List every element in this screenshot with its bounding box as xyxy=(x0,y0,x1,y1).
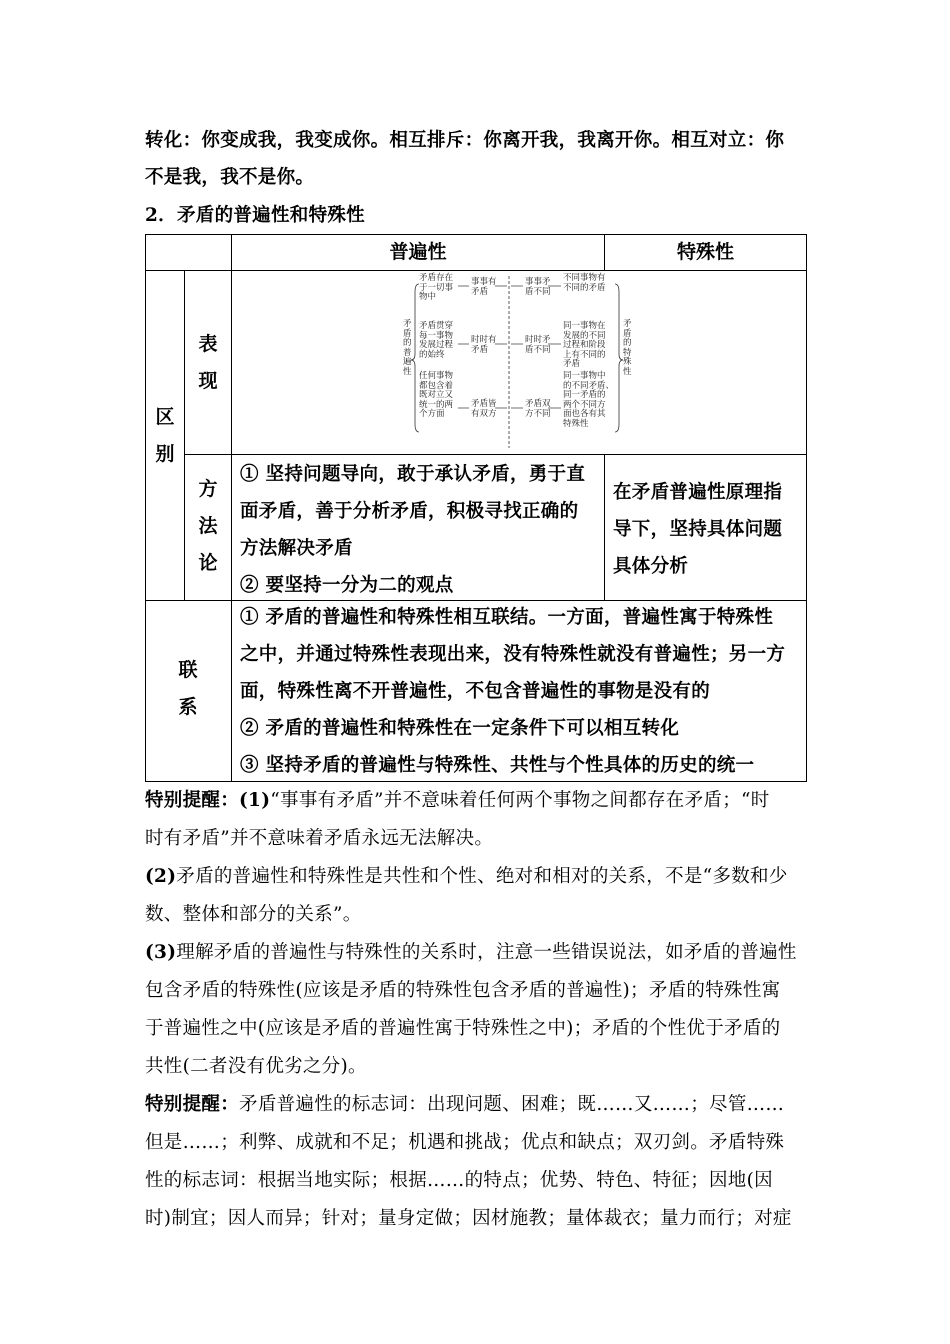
note-bold-lead: 特别提醒： xyxy=(145,1094,240,1115)
diagram-node-line: 的不同矛盾、 xyxy=(563,380,615,391)
method-universal-line: 面矛盾，善于分析矛盾，积极寻找正确的 xyxy=(240,501,579,522)
note-line xyxy=(145,1048,815,1085)
note-text: 矛盾普遍性的标志词：出现问题、困难；既……又……；尽管…… xyxy=(239,1094,785,1115)
diagram-node-line: 同一矛盾的 xyxy=(563,390,606,400)
diagram-node-line: 时时有 xyxy=(471,335,497,345)
header-particular: 特殊性 xyxy=(676,241,734,263)
diagram-node-line: 既对立又 xyxy=(419,390,454,400)
comparison-table xyxy=(145,234,807,782)
diagram-node-line: 矛盾存在 xyxy=(419,273,454,283)
note-line xyxy=(145,782,815,819)
row-label-methodology: 方法论 xyxy=(198,478,218,574)
row-label-connection: 联系 xyxy=(178,659,198,718)
method-particular-line: 在矛盾普遍性原理指 xyxy=(613,482,783,503)
diagram-node-b xyxy=(471,278,497,297)
diagram-node-line: 同一事物在 xyxy=(563,321,606,331)
note-line xyxy=(145,1200,815,1237)
diagram-node-line: 不同事物有 xyxy=(563,273,606,283)
diagram-node-line: 事事有 xyxy=(471,277,497,287)
diagram-node-line: 时时矛 xyxy=(525,335,551,345)
diagram-node-b xyxy=(471,336,497,355)
note-text: 于普遍性之中(应该是矛盾的普遍性寓于特殊性之中)；矛盾的个性优于矛盾的 xyxy=(145,1018,781,1039)
diagram-left-label: 矛盾的普遍性 xyxy=(403,319,412,377)
diagram-node-line: 面也各有其 xyxy=(563,409,606,419)
note-line xyxy=(145,858,815,895)
note-line xyxy=(145,1010,815,1047)
diagram-node-d xyxy=(563,372,614,429)
row-label-performance: 表现 xyxy=(198,333,218,392)
method-particular xyxy=(613,474,803,585)
method-universal-line: ① 坚持问题导向，敢于承认矛盾，勇于直 xyxy=(240,464,586,485)
note-text: 时)制宜；因人而异；针对；量身定做；因材施教；量体裁衣；量力而行；对症 xyxy=(145,1208,792,1229)
note-line xyxy=(145,896,815,933)
diagram-node-line: 矛盾 xyxy=(471,286,489,297)
diagram-node-line: 矛盾贯穿 xyxy=(419,321,454,331)
diagram-node-line: 任何事物 xyxy=(419,371,454,381)
note-text: 数、整体和部分的关系”。 xyxy=(145,904,362,925)
header-universal: 普遍性 xyxy=(389,241,447,263)
diagram-node-b xyxy=(471,400,497,419)
connection-line: ② 矛盾的普遍性和特殊性在一定条件下可以相互转化 xyxy=(240,718,680,739)
note-bold-lead: 特别提醒：(1) xyxy=(145,790,271,811)
diagram-node-line: 事事矛 xyxy=(525,277,551,287)
note-text: “事事有矛盾”并不意味着任何两个事物之间都存在矛盾；“时 xyxy=(270,790,770,811)
diagram-node-a xyxy=(419,322,453,360)
method-particular-line: 导下，坚持具体问题 xyxy=(613,519,783,540)
diagram-node-line: 盾不同 xyxy=(525,286,551,297)
diagram-node-line: 矛盾 xyxy=(471,344,489,355)
method-universal-line: 方法解决矛盾 xyxy=(240,538,353,559)
diagram-node-c xyxy=(525,336,551,355)
row-group-distinction: 区别 xyxy=(155,406,175,465)
diagram-node-a xyxy=(419,372,453,420)
connection-line: 之中，并通过特殊性表现出来，没有特殊性就没有普遍性；另一方 xyxy=(240,644,786,665)
diagram-node-line: 的始终 xyxy=(419,349,445,360)
note-bold-lead: (2) xyxy=(145,866,177,887)
diagram-node-line: 都包含着 xyxy=(419,380,454,391)
diagram-node-line: 盾不同 xyxy=(525,344,551,355)
diagram-node-a xyxy=(419,274,453,303)
note-text: 包含矛盾的特殊性(应该是矛盾的特殊性包含矛盾的普遍性)；矛盾的特殊性寓 xyxy=(145,980,781,1001)
note-line xyxy=(145,972,815,1009)
diagram-node-line: 过程和阶段 xyxy=(563,340,606,350)
note-line xyxy=(145,820,815,857)
contradiction-diagram xyxy=(403,272,633,452)
diagram-node-line: 每一事物 xyxy=(419,330,454,341)
diagram-node-line: 同一事物中 xyxy=(563,371,606,381)
intro-line-1: 转化：你变成我，我变成你。相互排斥：你离开我，我离开你。相互对立：你 xyxy=(145,130,785,151)
diagram-node-line: 上有不同的 xyxy=(563,349,606,360)
diagram-node-line: 特殊性 xyxy=(563,418,589,429)
method-universal xyxy=(240,456,602,604)
diagram-node-line: 发展过程 xyxy=(419,340,454,350)
diagram-node-d xyxy=(563,274,606,293)
diagram-node-line: 不同的矛盾 xyxy=(563,282,606,293)
diagram-node-line: 于一切事 xyxy=(419,282,454,293)
connection-line: ① 矛盾的普遍性和特殊性相互联结。一方面，普遍性寓于特殊性 xyxy=(240,607,774,628)
note-line xyxy=(145,934,815,971)
note-text: 但是……；利弊、成就和不足；机遇和挑战；优点和缺点；双刃剑。矛盾特殊 xyxy=(145,1132,785,1153)
note-line xyxy=(145,1162,815,1199)
diagram-node-line: 个方面 xyxy=(419,409,445,419)
diagram-node-line: 矛盾双 xyxy=(525,399,551,409)
diagram-node-line: 发展的不同 xyxy=(563,330,606,341)
diagram-node-line: 物中 xyxy=(419,292,437,302)
diagram-node-line: 矛盾 xyxy=(563,359,581,369)
diagram-node-line: 方不同 xyxy=(525,408,551,419)
note-text: 矛盾的普遍性和特殊性是共性和个性、绝对和相对的关系，不是“多数和少 xyxy=(176,866,788,887)
note-text: 共性(二者没有优劣之分)。 xyxy=(145,1056,367,1077)
connection-content xyxy=(240,599,805,784)
diagram-node-line: 统一的两 xyxy=(419,399,454,410)
note-text: 时有矛盾”并不意味着矛盾永远无法解决。 xyxy=(145,828,494,849)
diagram-node-line: 两个不同方 xyxy=(563,399,606,410)
method-universal-line: ② 要坚持一分为二的观点 xyxy=(240,575,454,596)
section-title: 2．矛盾的普遍性和特殊性 xyxy=(145,205,365,226)
note-line xyxy=(145,1086,815,1123)
diagram-node-line: 有双方 xyxy=(471,408,497,419)
note-text: 性的标志词：根据当地实际；根据……的特点；优势、特色、特征；因地(因 xyxy=(145,1170,773,1191)
intro-line-2: 不是我，我不是你。 xyxy=(145,167,315,188)
diagram-node-d xyxy=(563,322,606,370)
note-text: 理解矛盾的普遍性与特殊性的关系时，注意一些错误说法，如矛盾的普遍性 xyxy=(176,942,797,963)
note-line xyxy=(145,1124,815,1161)
diagram-node-line: 矛盾皆 xyxy=(471,399,497,409)
note-bold-lead: (3) xyxy=(145,942,177,963)
method-particular-line: 具体分析 xyxy=(613,556,689,577)
diagram-node-c xyxy=(525,400,551,419)
connection-line: 面，特殊性离不开普遍性，不包含普遍性的事物是没有的 xyxy=(240,681,711,702)
diagram-node-c xyxy=(525,278,551,297)
connection-line: ③ 坚持矛盾的普遍性与特殊性、共性与个性具体的历史的统一 xyxy=(240,755,755,776)
diagram-right-label: 矛盾的特殊性 xyxy=(623,319,632,377)
